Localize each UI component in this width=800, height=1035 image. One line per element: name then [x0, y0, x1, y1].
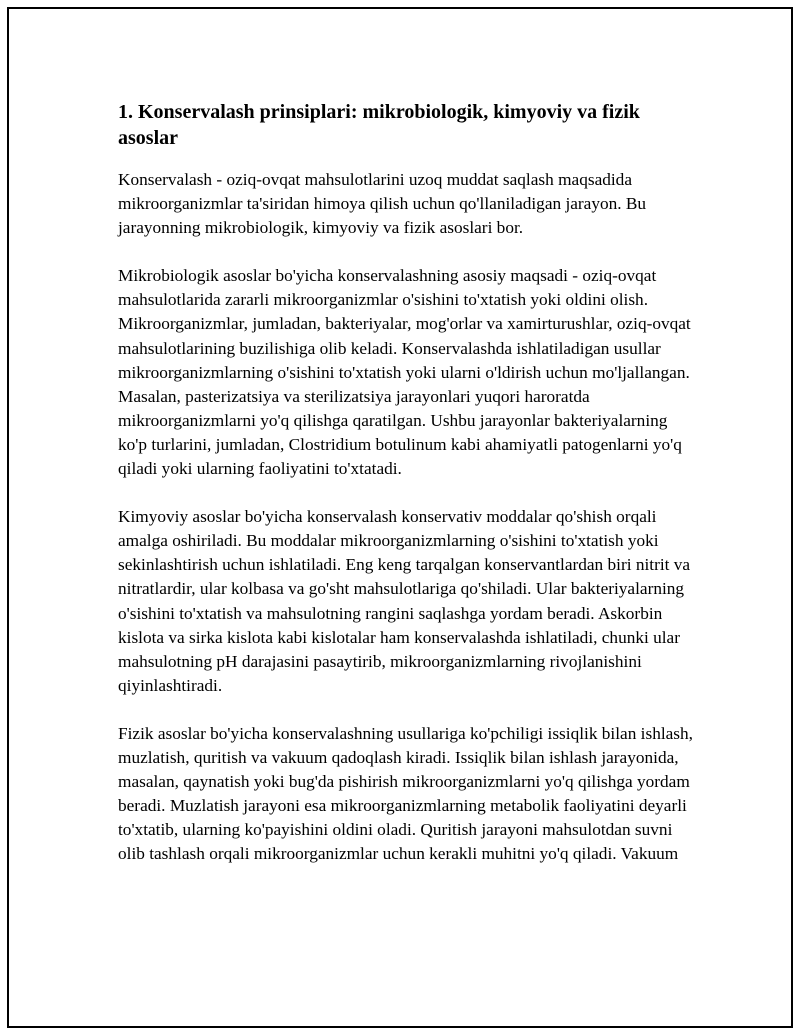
document-page [7, 7, 793, 1028]
paragraph-microbiological: Mikrobiologik asoslar bo'yicha konservalashning asosiy maqsadi - oziq-ovqat mahsulotlarida zararli mikroorganizmlar o'sishini to'xtatish yoki oldini olish. Mikroorganizmlar, jumladan, bakteriyalar, mog'orlar va xamirturushlar, oziq-ovqat mahsulotlarining buzilishiga olib keladi. Konservalashda ishlatiladigan usullar mikroorganizmlarning o'sishini to'xtatish yoki ularni o'ldirish uchun mo'ljallangan. Masalan, pasterizatsiya va sterilizatsiya jarayonlari yuqori haroratda mikroorganizmlarni yo'q qilishga qaratilgan. Ushbu jarayonlar bakteriyalarning ko'p turlarini, jumladan, Clostridium botulinum kabi ahamiyatli patogenlarni yo'q qiladi yoki ularning faoliyatini to'xtatadi. [118, 266, 691, 479]
document-body [118, 99, 695, 866]
paragraph-chemical: Kimyoviy asoslar bo'yicha konservalash konservativ moddalar qo'shish orqali amalga oshiriladi. Bu moddalar mikroorganizmlarning o'sishini to'xtatish yoki sekinlashtirish uchun ishlatiladi. Eng keng tarqalgan konservantlardan biri nitrit va nitratlardir, ular kolbasa va go'sht mahsulotlariga qo'shiladi. Ular bakteriyalarning o'sishini to'xtatish va mahsulotning rangini saqlashga yordam beradi. Askorbin kislota va sirka kislota kabi kislotalar ham konservalashda ishlatiladi, chunki ular mahsulotning pH darajasini pasaytirib, mikroorganizmlarning rivojlanishini qiyinlashtiradi. [118, 507, 691, 695]
paragraph-introduction: Konservalash - oziq-ovqat mahsulotlarini uzoq muddat saqlash maqsadida mikroorganizmlar ta'siridan himoya qilish uchun qo'llaniladigan jarayon. Bu jarayonning mikrobiologik, kimyoviy va fizik asoslari bor. [118, 170, 647, 238]
section-heading: 1. Konservalash prinsiplari: mikrobiologik, kimyoviy va fizik asoslar [118, 101, 640, 149]
paragraph-physical: Fizik asoslar bo'yicha konservalashning usullariga ko'pchiligi issiqlik bilan ishlash, muzlatish, quritish va vakuum qadoqlash kiradi. Issiqlik bilan ishlash jarayonida, masalan, qaynatish yoki bug'da pishirish mikroorganizmlarni yo'q qilishga yordam beradi. Muzlatish jarayoni esa mikroorganizmlarning metabolik faoliyatini deyarli to'xtatib, ularning ko'payishini oldini oladi. Quritish jarayoni mahsulotdan suvni olib tashlash orqali mikroorganizmlar uchun kerakli muhitni yo'q qiladi. Vakuum [118, 723, 693, 864]
